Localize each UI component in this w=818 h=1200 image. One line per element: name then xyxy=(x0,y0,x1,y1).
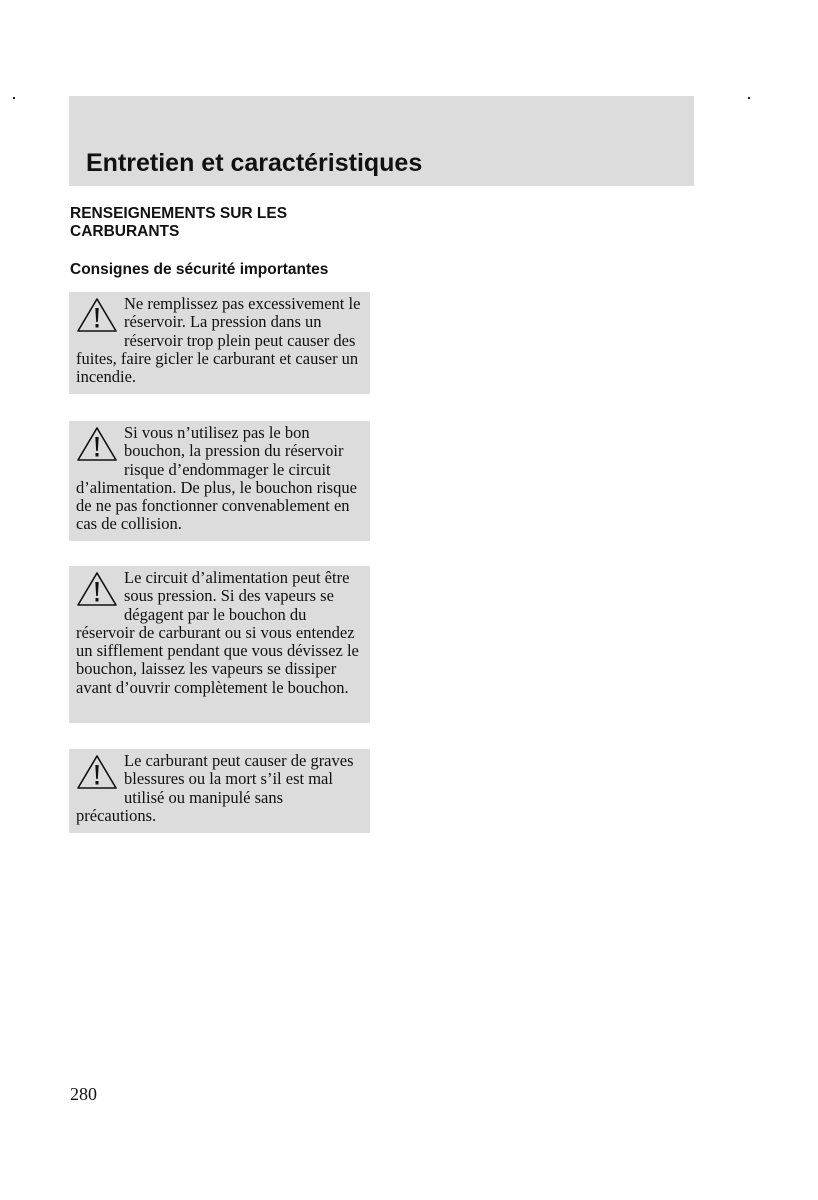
warning-text: Le circuit d’alimentation peut être sous pression. Si des vapeurs se dégagent par le bouchon du réservoir de carburant ou si vous entendez un sifflement pendant que vous dévissez le bouchon, laissez les vapeurs se dissiper avant d’ouvrir complètement le bouchon. xyxy=(76,568,359,697)
warning-text: Le carburant peut causer de graves blessures ou la mort s’il est mal utilisé ou manipulé sans précautions. xyxy=(76,751,354,825)
page-number: 280 xyxy=(70,1084,97,1104)
warning-box xyxy=(69,421,370,541)
warning-triangle-icon xyxy=(74,570,120,608)
warning-text: Si vous n’utilisez pas le bon bouchon, la pression du réservoir risque d’endommager le circuit d’alimentation. De plus, le bouchon risque de ne pas fonctionner convenablement en cas de collision. xyxy=(76,423,357,534)
warning-triangle-icon xyxy=(74,425,120,463)
section-heading: RENSEIGNEMENTS SUR LES CARBURANTS xyxy=(70,205,288,240)
warning-text: Ne remplissez pas excessivement le réservoir. La pression dans un réservoir trop plein peut causer des fuites, faire gicler le carburant et causer un incendie. xyxy=(76,294,361,387)
chapter-title: Entretien et caractéristiques xyxy=(86,149,423,177)
warning-box xyxy=(69,749,370,833)
warning-box xyxy=(69,566,370,723)
section-subheading: Consignes de sécurité importantes xyxy=(70,261,329,278)
chapter-header xyxy=(69,96,694,186)
crop-mark-left xyxy=(13,97,15,99)
warning-triangle-icon xyxy=(74,296,120,334)
warning-box xyxy=(69,292,370,394)
warning-triangle-icon xyxy=(74,753,120,791)
crop-mark-right xyxy=(748,97,750,99)
